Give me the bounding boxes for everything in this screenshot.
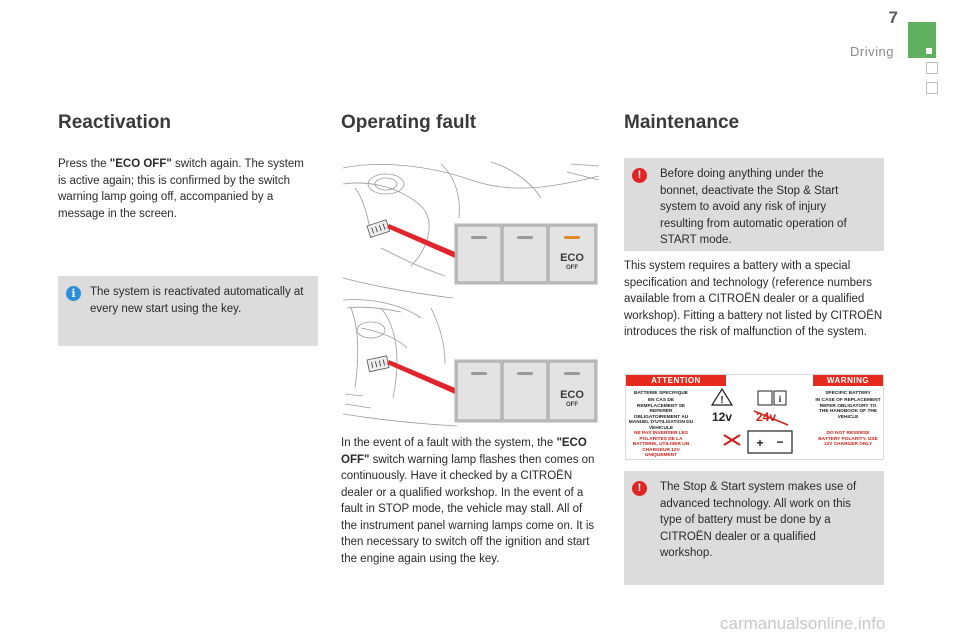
warning-icon: !: [632, 168, 647, 183]
battery-label-image: [625, 374, 884, 460]
operating-fault-body: In the event of a fault with the system, the "ECO OFF" switch warning lamp flashes then comes on continuously. Have it checked by a CITROËN dealer or a qualified workshop. In the event of a fault in STOP mode, the vehicle may stall. All of the instrument panel warning lamps come on. It is then necessary to switch off the ignition and start the engine again using the key.: [341, 437, 595, 565]
svg-text:i: i: [778, 394, 782, 404]
warning-note-text: Before doing anything under the bonnet, deactivate the Stop & Start system to avoid any risk of injury resulting from automatic operation of START mode.: [660, 168, 847, 246]
reactivation-body: Press the "ECO OFF" switch again. The system is active again; this is confirmed by the switch warning lamp going off, accompanied by a message in the screen.: [58, 158, 304, 220]
reactivation-heading: Reactivation: [58, 112, 171, 133]
maintenance-body: This system requires a battery with a special specification and technology (reference numbers available from a CITROËN dealer or a qualified workshop). Fitting a battery not listed by CITROËN introduces the risk of malfunction of the system.: [624, 260, 883, 338]
info-icon: i: [66, 286, 81, 301]
section-tab[interactable]: [926, 82, 938, 94]
label-fr-text: EN CAS DE REMPLACEMENT SE REFERER OBLIGATOIREMENT AU MANUEL D'UTILISATION DU VEHICULE: [628, 398, 694, 431]
operating-fault-heading: Operating fault: [341, 112, 477, 133]
svg-text:−: −: [776, 435, 784, 449]
label-en-text: IN CASE OF REPLACEMENT REFER OBLIGATORY TO THE HANDBOOK OF THE VEHICLE: [815, 398, 881, 420]
section-title: Driving: [850, 44, 894, 59]
watermark-footer: carmanualsonline.info: [720, 614, 886, 633]
label-fr-red-text: NE PAS INVERSER LES POLARITES DE LA BATTERIE, UTILISER UN CHARGEUR 12V UNIQUEMENT: [632, 431, 690, 459]
switch-label-eco: ECO: [560, 389, 584, 401]
label-fr-title: BATTERIE SPECIFIQUE: [633, 391, 688, 396]
eco-off-switch-illustration: [341, 158, 601, 430]
warning-note: [624, 471, 884, 585]
svg-text:+: +: [756, 436, 764, 450]
label-en-title: SPECIFIC BATTERY: [825, 391, 871, 396]
warning-icon: !: [632, 481, 647, 496]
svg-text:!: !: [720, 395, 724, 406]
label-attention: ATTENTION: [626, 375, 726, 386]
maintenance-heading: Maintenance: [624, 112, 740, 133]
section-tab[interactable]: [926, 62, 938, 74]
info-note: [58, 276, 318, 346]
label-warning: WARNING: [813, 375, 883, 386]
switch-label-off: OFF: [566, 265, 578, 271]
switch-label-off: OFF: [566, 402, 578, 408]
label-12v: 12v: [712, 410, 733, 424]
info-note-text: The system is reactivated automatically at every new start using the key.: [90, 286, 304, 315]
section-tab-active[interactable]: [908, 22, 936, 58]
tab-marker-icon: [926, 48, 932, 54]
battery-pictogram: [708, 387, 804, 459]
label-en-red-text: DO NOT REVERSE BATTERY POLARITY, USE 12V CHARGER ONLY: [818, 431, 878, 448]
label-24v: 24v: [756, 410, 777, 424]
warning-note: [624, 158, 884, 251]
page-number: 7: [888, 8, 898, 27]
warning-note-text: The Stop & Start system makes use of advanced technology. All work on this type of battery must be done by a CITROËN dealer or a qualified workshop.: [660, 481, 857, 559]
switch-label-eco: ECO: [560, 252, 584, 264]
